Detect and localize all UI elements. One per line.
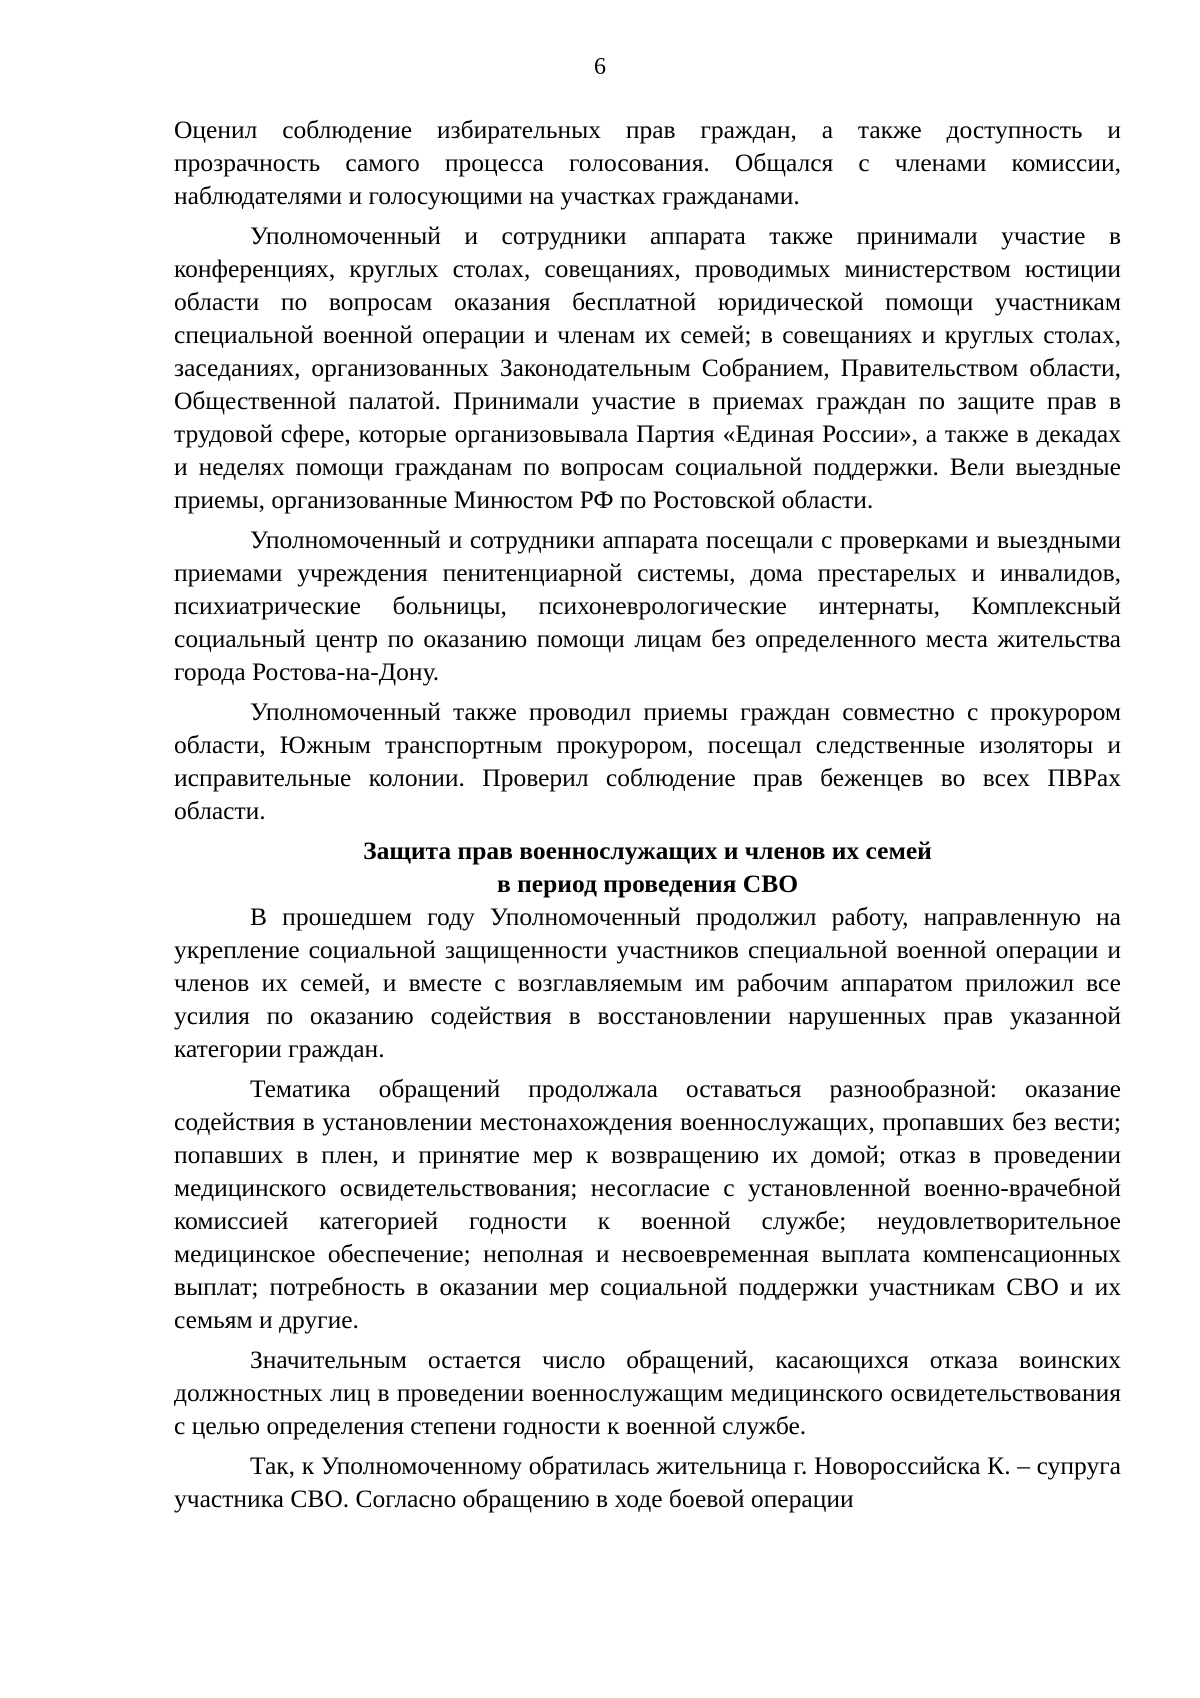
paragraph: Оценил соблюдение избирательных прав граждан, а также доступность и прозрачность самого процесса голосования. Общался с членами комиссии, наблюдателями и голосующими на участках гражданами.	[174, 115, 1121, 210]
paragraph: Уполномоченный также проводил приемы граждан совместно с прокурором области, Южным транспортным прокурором, посещал следственные изоляторы и исправительные колонии. Проверил соблюдение прав беженцев во всех ПВРах области.	[174, 697, 1121, 825]
paragraph: Тематика обращений продолжала оставаться разнообразной: оказание содействия в установлении местонахождения военнослужащих, пропавших без вести; попавших в плен, и принятие мер к возвращению их домой; отказ в проведении медицинского освидетельствования; несогласие с установленной военно-врачебной комиссией категорией годности к военной службе; неудовлетворительное медицинское обеспечение; неполная и несвоевременная выплата компенсационных выплат; потребность в оказании мер социальной поддержки участникам СВО и их семьям и другие.	[174, 1074, 1121, 1334]
paragraph: В прошедшем году Уполномоченный продолжил работу, направленную на укрепление социальной защищенности участников специальной военной операции и членов их семей, и вместе с возглавляемым им рабочим аппаратом приложил все усилия по оказанию содействия в восстановлении нарушенных прав указанной категории граждан.	[174, 902, 1121, 1063]
paragraph: Так, к Уполномоченному обратилась жительница г. Новороссийска К. – супруга участника СВО. Согласно обращению в ходе боевой операции	[174, 1451, 1121, 1513]
section-heading-line: в период проведения СВО	[496, 869, 799, 898]
paragraph: Уполномоченный и сотрудники аппарата посещали с проверками и выездными приемами учреждения пенитенциарной системы, дома престарелых и инвалидов, психиатрические больницы, психоневрологические интернаты, Комплексный социальный центр по оказанию помощи лицам без определенного места жительства города Ростова-на-Дону.	[174, 525, 1121, 686]
paragraph: Значительным остается число обращений, касающихся отказа воинских должностных лиц в проведении военнослужащим медицинского освидетельствования с целью определения степени годности к военной службе.	[174, 1345, 1121, 1440]
page-body	[174, 113, 1121, 1522]
page-number: 6	[594, 54, 606, 80]
section-heading	[174, 834, 1121, 900]
section-heading-line: Защита прав военнослужащих и членов их семей	[363, 836, 932, 865]
paragraph: Уполномоченный и сотрудники аппарата также принимали участие в конференциях, круглых столах, совещаниях, проводимых министерством юстиции области по вопросам оказания бесплатной юридической помощи участникам специальной военной операции и членам их семей; в совещаниях и круглых столах, заседаниях, организованных Законодательным Собранием, Правительством области, Общественной палатой. Принимали участие в приемах граждан по защите прав в трудовой сфере, которые организовывала Партия «Единая России», а также в декадах и неделях помощи гражданам по вопросам социальной поддержки. Вели выездные приемы, организованные Минюстом РФ по Ростовской области.	[174, 221, 1121, 514]
